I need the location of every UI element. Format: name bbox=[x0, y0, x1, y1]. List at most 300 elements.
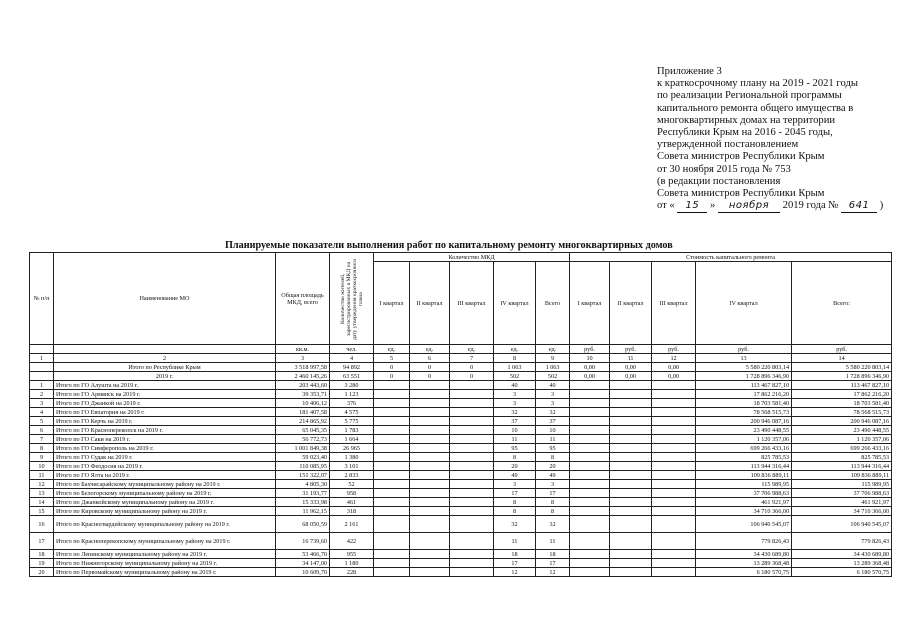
cell-area: 2 460 145,26 bbox=[276, 372, 330, 381]
header-mkd-total: Всего bbox=[536, 262, 570, 345]
cell-c4: 461 921,97 bbox=[696, 498, 792, 507]
cell-area: 39 353,71 bbox=[276, 390, 330, 399]
cell-q1 bbox=[374, 399, 410, 408]
cell-tot: 8 bbox=[536, 498, 570, 507]
plan-table bbox=[29, 252, 892, 577]
cell-c4: 1 120 357,06 bbox=[696, 435, 792, 444]
cell-area: 65 045,35 bbox=[276, 426, 330, 435]
cell-c1 bbox=[570, 462, 610, 471]
cell-q3 bbox=[450, 417, 494, 426]
cell-q4: 20 bbox=[494, 462, 536, 471]
units-row bbox=[30, 345, 892, 354]
table-row bbox=[30, 381, 892, 390]
col-number: 5 bbox=[374, 354, 410, 363]
unit-cell: руб. bbox=[570, 345, 610, 354]
cell-ct: 1 728 896 346,90 bbox=[792, 372, 892, 381]
cell-area: 10 406,12 bbox=[276, 399, 330, 408]
cell-num: 19 bbox=[30, 559, 54, 568]
cell-q3 bbox=[450, 399, 494, 408]
table-row bbox=[30, 471, 892, 480]
cell-name: Итого по ГО Керчь на 2019 г. bbox=[54, 417, 276, 426]
cell-ct: 461 921,97 bbox=[792, 498, 892, 507]
col-number: 2 bbox=[54, 354, 276, 363]
cell-c3 bbox=[652, 390, 696, 399]
cell-q1 bbox=[374, 507, 410, 516]
cell-tot: 37 bbox=[536, 417, 570, 426]
header-row-groups bbox=[30, 253, 892, 262]
cell-res: 4 575 bbox=[330, 408, 374, 417]
appendix-block bbox=[657, 66, 902, 213]
cell-q4: 3 bbox=[494, 399, 536, 408]
cell-c2 bbox=[610, 480, 652, 489]
cell-q2 bbox=[410, 533, 450, 550]
cell-ct: 1 120 357,06 bbox=[792, 435, 892, 444]
col-number: 7 bbox=[450, 354, 494, 363]
cell-c1 bbox=[570, 399, 610, 408]
cell-q1: 0 bbox=[374, 363, 410, 372]
table-row bbox=[30, 498, 892, 507]
cell-ct: 106 940 545,07 bbox=[792, 516, 892, 533]
cell-c2 bbox=[610, 516, 652, 533]
unit-cell: ед. bbox=[450, 345, 494, 354]
cell-q2 bbox=[410, 417, 450, 426]
cell-area: 3 518 997,58 bbox=[276, 363, 330, 372]
col-number: 9 bbox=[536, 354, 570, 363]
cell-c1 bbox=[570, 516, 610, 533]
cell-name: Итого по Республике Крым bbox=[54, 363, 276, 372]
cell-c2 bbox=[610, 444, 652, 453]
cell-q1 bbox=[374, 453, 410, 462]
cell-q1 bbox=[374, 381, 410, 390]
cell-c3 bbox=[652, 568, 696, 577]
cell-name: Итого по ГО Симферополь на 2019 г. bbox=[54, 444, 276, 453]
cell-c1 bbox=[570, 568, 610, 577]
cell-q3 bbox=[450, 444, 494, 453]
cell-tot: 18 bbox=[536, 550, 570, 559]
cell-area: 15 333,98 bbox=[276, 498, 330, 507]
unit-cell: ед. bbox=[494, 345, 536, 354]
appendix-line: (в редакции постановления bbox=[657, 175, 781, 187]
cell-q1 bbox=[374, 408, 410, 417]
cell-c1 bbox=[570, 489, 610, 498]
cell-ct: 78 568 515,73 bbox=[792, 408, 892, 417]
cell-q4: 95 bbox=[494, 444, 536, 453]
cell-q4: 49 bbox=[494, 471, 536, 480]
cell-name: Итого по ГО Армянск на 2019 г. bbox=[54, 390, 276, 399]
cell-q1 bbox=[374, 471, 410, 480]
cell-q1: 0 bbox=[374, 372, 410, 381]
cell-q2 bbox=[410, 435, 450, 444]
cell-q3 bbox=[450, 568, 494, 577]
cell-num: 6 bbox=[30, 426, 54, 435]
cell-c2 bbox=[610, 453, 652, 462]
table-row bbox=[30, 489, 892, 498]
cell-q1 bbox=[374, 426, 410, 435]
cell-area: 110 085,95 bbox=[276, 462, 330, 471]
cell-q4: 17 bbox=[494, 559, 536, 568]
table-row bbox=[30, 516, 892, 533]
col-number: 12 bbox=[652, 354, 696, 363]
cell-q1 bbox=[374, 516, 410, 533]
cell-c3 bbox=[652, 453, 696, 462]
cell-q4: 32 bbox=[494, 516, 536, 533]
cell-c4: 37 706 988,63 bbox=[696, 489, 792, 498]
cell-c3 bbox=[652, 559, 696, 568]
cell-tot: 40 bbox=[536, 381, 570, 390]
cell-area: 16 739,60 bbox=[276, 533, 330, 550]
cell-q2 bbox=[410, 444, 450, 453]
header-mkd-q2: II квартал bbox=[410, 262, 450, 345]
cell-q4: 8 bbox=[494, 498, 536, 507]
cell-q2 bbox=[410, 550, 450, 559]
cell-q1 bbox=[374, 480, 410, 489]
cell-tot: 1 063 bbox=[536, 363, 570, 372]
cell-tot: 11 bbox=[536, 533, 570, 550]
table-row bbox=[30, 453, 892, 462]
header-num: № п/п bbox=[30, 253, 54, 345]
handwritten-number: 641 bbox=[841, 200, 877, 213]
table-row bbox=[30, 462, 892, 471]
cell-q2 bbox=[410, 453, 450, 462]
cell-c3 bbox=[652, 462, 696, 471]
cell-num: 8 bbox=[30, 444, 54, 453]
cell-num: 12 bbox=[30, 480, 54, 489]
cell-c3: 0,00 bbox=[652, 363, 696, 372]
cell-name: Итого по Кировскому муниципальному району на 2019 г. bbox=[54, 507, 276, 516]
appendix-line: Совета министров Республики Крым bbox=[657, 188, 825, 200]
cell-q2 bbox=[410, 462, 450, 471]
cell-q3 bbox=[450, 480, 494, 489]
cell-q4: 8 bbox=[494, 507, 536, 516]
appendix-line: утвержденной постановлением bbox=[657, 139, 799, 151]
cell-area: 151 322,07 bbox=[276, 471, 330, 480]
cell-tot: 3 bbox=[536, 399, 570, 408]
cell-name: Итого по ГО Красноперекопск на 2019 г. bbox=[54, 426, 276, 435]
cell-c4: 18 703 581,40 bbox=[696, 399, 792, 408]
cell-c2 bbox=[610, 471, 652, 480]
cell-name: Итого по ГО Джанкой на 2019 г. bbox=[54, 399, 276, 408]
cell-q1 bbox=[374, 444, 410, 453]
appendix-line: Совета министров Республики Крым bbox=[657, 151, 825, 163]
cell-tot: 95 bbox=[536, 444, 570, 453]
cell-ct: 779 826,43 bbox=[792, 533, 892, 550]
col-number: 6 bbox=[410, 354, 450, 363]
table-row bbox=[30, 568, 892, 577]
cell-res: 3 280 bbox=[330, 381, 374, 390]
unit-cell: руб. bbox=[696, 345, 792, 354]
cell-tot: 502 bbox=[536, 372, 570, 381]
cell-res: 2 161 bbox=[330, 516, 374, 533]
cell-c3 bbox=[652, 480, 696, 489]
cell-c2 bbox=[610, 568, 652, 577]
cell-q3: 0 bbox=[450, 363, 494, 372]
cell-ct: 113 944 316,44 bbox=[792, 462, 892, 471]
summary-row bbox=[30, 372, 892, 381]
cell-q2 bbox=[410, 498, 450, 507]
cell-q3 bbox=[450, 462, 494, 471]
cell-tot: 10 bbox=[536, 426, 570, 435]
cell-c1 bbox=[570, 426, 610, 435]
cell-c4: 109 836 889,11 bbox=[696, 471, 792, 480]
cell-c2 bbox=[610, 462, 652, 471]
cell-q4: 37 bbox=[494, 417, 536, 426]
cell-q4: 12 bbox=[494, 568, 536, 577]
header-mkd-q3: III квартал bbox=[450, 262, 494, 345]
cell-c2 bbox=[610, 550, 652, 559]
cell-num: 17 bbox=[30, 533, 54, 550]
header-cost-q3: III квартал bbox=[652, 262, 696, 345]
cell-area: 34 147,00 bbox=[276, 559, 330, 568]
col-number: 8 bbox=[494, 354, 536, 363]
cell-tot: 3 bbox=[536, 480, 570, 489]
cell-tot: 3 bbox=[536, 390, 570, 399]
cell-c1 bbox=[570, 498, 610, 507]
cell-c1 bbox=[570, 390, 610, 399]
cell-c3 bbox=[652, 533, 696, 550]
unit-cell: ед. bbox=[410, 345, 450, 354]
cell-res: 1 180 bbox=[330, 559, 374, 568]
cell-c3 bbox=[652, 507, 696, 516]
cell-num: 9 bbox=[30, 453, 54, 462]
unit-cell: ед. bbox=[374, 345, 410, 354]
cell-c1: 0,00 bbox=[570, 363, 610, 372]
cell-area: 4 805,30 bbox=[276, 480, 330, 489]
cell-c4: 779 826,43 bbox=[696, 533, 792, 550]
table-row bbox=[30, 550, 892, 559]
cell-res: 94 892 bbox=[330, 363, 374, 372]
cell-q2 bbox=[410, 390, 450, 399]
cell-q4: 32 bbox=[494, 408, 536, 417]
cell-q1 bbox=[374, 435, 410, 444]
cell-ct: 13 289 368,48 bbox=[792, 559, 892, 568]
cell-tot: 8 bbox=[536, 507, 570, 516]
cell-name: Итого по ГО Саки на 2019 г. bbox=[54, 435, 276, 444]
cell-area: 10 609,70 bbox=[276, 568, 330, 577]
cell-res: 958 bbox=[330, 489, 374, 498]
cell-name: Итого по ГО Феодосия на 2019 г. bbox=[54, 462, 276, 471]
cell-c1 bbox=[570, 417, 610, 426]
cell-c4: 13 289 368,48 bbox=[696, 559, 792, 568]
cell-ct: 34 430 689,80 bbox=[792, 550, 892, 559]
col-number: 4 bbox=[330, 354, 374, 363]
header-cost-group: Стоимость капитального ремонта bbox=[570, 253, 892, 262]
cell-c4: 825 785,53 bbox=[696, 453, 792, 462]
unit-cell: руб. bbox=[610, 345, 652, 354]
cell-tot: 8 bbox=[536, 453, 570, 462]
cell-q1 bbox=[374, 462, 410, 471]
cell-ct: 17 862 216,20 bbox=[792, 390, 892, 399]
cell-c3: 0,00 bbox=[652, 372, 696, 381]
cell-res: 1 123 bbox=[330, 390, 374, 399]
cell-q2 bbox=[410, 426, 450, 435]
cell-res: 376 bbox=[330, 399, 374, 408]
table-row bbox=[30, 507, 892, 516]
cell-num: 1 bbox=[30, 381, 54, 390]
cell-c4: 200 946 087,16 bbox=[696, 417, 792, 426]
cell-c2 bbox=[610, 507, 652, 516]
cell-ct: 109 836 889,11 bbox=[792, 471, 892, 480]
header-cost-q4: IV квартал bbox=[696, 262, 792, 345]
cell-q3: 0 bbox=[450, 372, 494, 381]
cell-q1 bbox=[374, 533, 410, 550]
header-cost-q1: I квартал bbox=[570, 262, 610, 345]
cell-q1 bbox=[374, 559, 410, 568]
cell-q4: 8 bbox=[494, 453, 536, 462]
handwritten-month: ноября bbox=[718, 200, 780, 213]
table-row bbox=[30, 444, 892, 453]
cell-c2 bbox=[610, 390, 652, 399]
table-row bbox=[30, 390, 892, 399]
cell-area: 53 466,70 bbox=[276, 550, 330, 559]
cell-area: 31 193,77 bbox=[276, 489, 330, 498]
cell-area: 203 443,60 bbox=[276, 381, 330, 390]
cell-c2 bbox=[610, 381, 652, 390]
cell-c1 bbox=[570, 533, 610, 550]
handwritten-day: 15 bbox=[677, 200, 707, 213]
cell-c2 bbox=[610, 408, 652, 417]
cell-c1 bbox=[570, 408, 610, 417]
cell-q3 bbox=[450, 453, 494, 462]
cell-name: Итого по ГО Ялта на 2019 г. bbox=[54, 471, 276, 480]
table-row bbox=[30, 480, 892, 489]
table-row bbox=[30, 533, 892, 550]
cell-res: 52 bbox=[330, 480, 374, 489]
header-cost-q2: II квартал bbox=[610, 262, 652, 345]
cell-c3 bbox=[652, 444, 696, 453]
cell-res: 63 551 bbox=[330, 372, 374, 381]
cell-c2 bbox=[610, 533, 652, 550]
cell-c2 bbox=[610, 489, 652, 498]
cell-res: 3 101 bbox=[330, 462, 374, 471]
cell-num: 18 bbox=[30, 550, 54, 559]
cell-c1 bbox=[570, 453, 610, 462]
cell-c3 bbox=[652, 408, 696, 417]
cell-q3 bbox=[450, 390, 494, 399]
cell-q4: 11 bbox=[494, 533, 536, 550]
header-mkd-q4: IV квартал bbox=[494, 262, 536, 345]
cell-area: 56 772,73 bbox=[276, 435, 330, 444]
col-number: 1 bbox=[30, 354, 54, 363]
cell-q2 bbox=[410, 507, 450, 516]
cell-tot: 17 bbox=[536, 559, 570, 568]
appendix-date-line: от « 15 » ноября 2019 года № 641 ) bbox=[657, 200, 902, 213]
cell-c2 bbox=[610, 417, 652, 426]
cell-res: 228 bbox=[330, 568, 374, 577]
header-mkd-group: Количество МКД bbox=[374, 253, 570, 262]
cell-res: 1 380 bbox=[330, 453, 374, 462]
unit-cell: ед. bbox=[536, 345, 570, 354]
cell-res: 5 775 bbox=[330, 417, 374, 426]
cell-c4: 6 180 570,75 bbox=[696, 568, 792, 577]
cell-num bbox=[30, 363, 54, 372]
cell-res: 1 664 bbox=[330, 435, 374, 444]
cell-c2: 0,00 bbox=[610, 363, 652, 372]
cell-q4: 40 bbox=[494, 381, 536, 390]
cell-num: 15 bbox=[30, 507, 54, 516]
cell-q3 bbox=[450, 507, 494, 516]
cell-q3 bbox=[450, 516, 494, 533]
cell-ct: 115 989,95 bbox=[792, 480, 892, 489]
cell-c1 bbox=[570, 435, 610, 444]
cell-c4: 17 862 216,20 bbox=[696, 390, 792, 399]
appendix-line: от 30 ноября 2015 года № 753 bbox=[657, 163, 791, 175]
header-residents: Количество жителей, зарегистрированных в МКД на дату утверждения краткосрочного плана bbox=[330, 253, 374, 345]
cell-q2 bbox=[410, 471, 450, 480]
unit-cell: чел. bbox=[330, 345, 374, 354]
cell-name: Итого по ГО Алушта на 2019 г. bbox=[54, 381, 276, 390]
cell-q4: 17 bbox=[494, 489, 536, 498]
cell-name: Итого по Ленинскому муниципальному району на 2019 г. bbox=[54, 550, 276, 559]
cell-q4: 1 063 bbox=[494, 363, 536, 372]
table-row bbox=[30, 435, 892, 444]
header-mkd-q1: I квартал bbox=[374, 262, 410, 345]
cell-name: Итого по Бахчисарайскому муниципальному району на 2019 г. bbox=[54, 480, 276, 489]
cell-c4: 113 467 827,10 bbox=[696, 381, 792, 390]
cell-c3 bbox=[652, 417, 696, 426]
cell-c4: 106 940 545,07 bbox=[696, 516, 792, 533]
cell-c1 bbox=[570, 507, 610, 516]
cell-q2 bbox=[410, 516, 450, 533]
cell-q2: 0 bbox=[410, 372, 450, 381]
cell-res: 1 783 bbox=[330, 426, 374, 435]
cell-ct: 23 490 448,55 bbox=[792, 426, 892, 435]
cell-q2 bbox=[410, 489, 450, 498]
col-number: 3 bbox=[276, 354, 330, 363]
cell-q2 bbox=[410, 568, 450, 577]
cell-ct: 200 946 087,16 bbox=[792, 417, 892, 426]
cell-name: 2019 г. bbox=[54, 372, 276, 381]
cell-res: 955 bbox=[330, 550, 374, 559]
appendix-line: Республики Крым на 2016 - 2045 годы, bbox=[657, 127, 833, 139]
table-row bbox=[30, 417, 892, 426]
cell-res: 26 965 bbox=[330, 444, 374, 453]
cell-c1 bbox=[570, 550, 610, 559]
header-area: Общая площадь МКД, всего bbox=[276, 253, 330, 345]
header-mo: Наименование МО bbox=[54, 253, 276, 345]
cell-q2 bbox=[410, 480, 450, 489]
cell-c3 bbox=[652, 516, 696, 533]
cell-q3 bbox=[450, 381, 494, 390]
cell-num: 20 bbox=[30, 568, 54, 577]
cell-name: Итого по Красногвардейскому муниципальному району на 2019 г. bbox=[54, 516, 276, 533]
cell-name: Итого по Нижнегорскому муниципальному району на 2019 г. bbox=[54, 559, 276, 568]
header-cost-total: Всего: bbox=[792, 262, 892, 345]
cell-q1 bbox=[374, 498, 410, 507]
cell-q3 bbox=[450, 471, 494, 480]
cell-num: 11 bbox=[30, 471, 54, 480]
cell-tot: 49 bbox=[536, 471, 570, 480]
cell-name: Итого по ГО Евпатория на 2019 г. bbox=[54, 408, 276, 417]
appendix-line: многоквартирных домах на территории bbox=[657, 114, 836, 126]
table-body bbox=[30, 363, 892, 577]
col-number: 13 bbox=[696, 354, 792, 363]
cell-c4: 34 710 366,00 bbox=[696, 507, 792, 516]
cell-tot: 20 bbox=[536, 462, 570, 471]
cell-c4: 23 490 448,55 bbox=[696, 426, 792, 435]
cell-c1 bbox=[570, 471, 610, 480]
cell-res: 2 833 bbox=[330, 471, 374, 480]
cell-area: 68 050,59 bbox=[276, 516, 330, 533]
cell-q3 bbox=[450, 533, 494, 550]
cell-name: Итого по Первомайскому муниципальному району на 2019 г. bbox=[54, 568, 276, 577]
unit-cell: руб. bbox=[792, 345, 892, 354]
cell-q3 bbox=[450, 559, 494, 568]
cell-tot: 12 bbox=[536, 568, 570, 577]
table-row bbox=[30, 559, 892, 568]
column-numbers-row bbox=[30, 354, 892, 363]
cell-c2 bbox=[610, 498, 652, 507]
cell-tot: 32 bbox=[536, 516, 570, 533]
